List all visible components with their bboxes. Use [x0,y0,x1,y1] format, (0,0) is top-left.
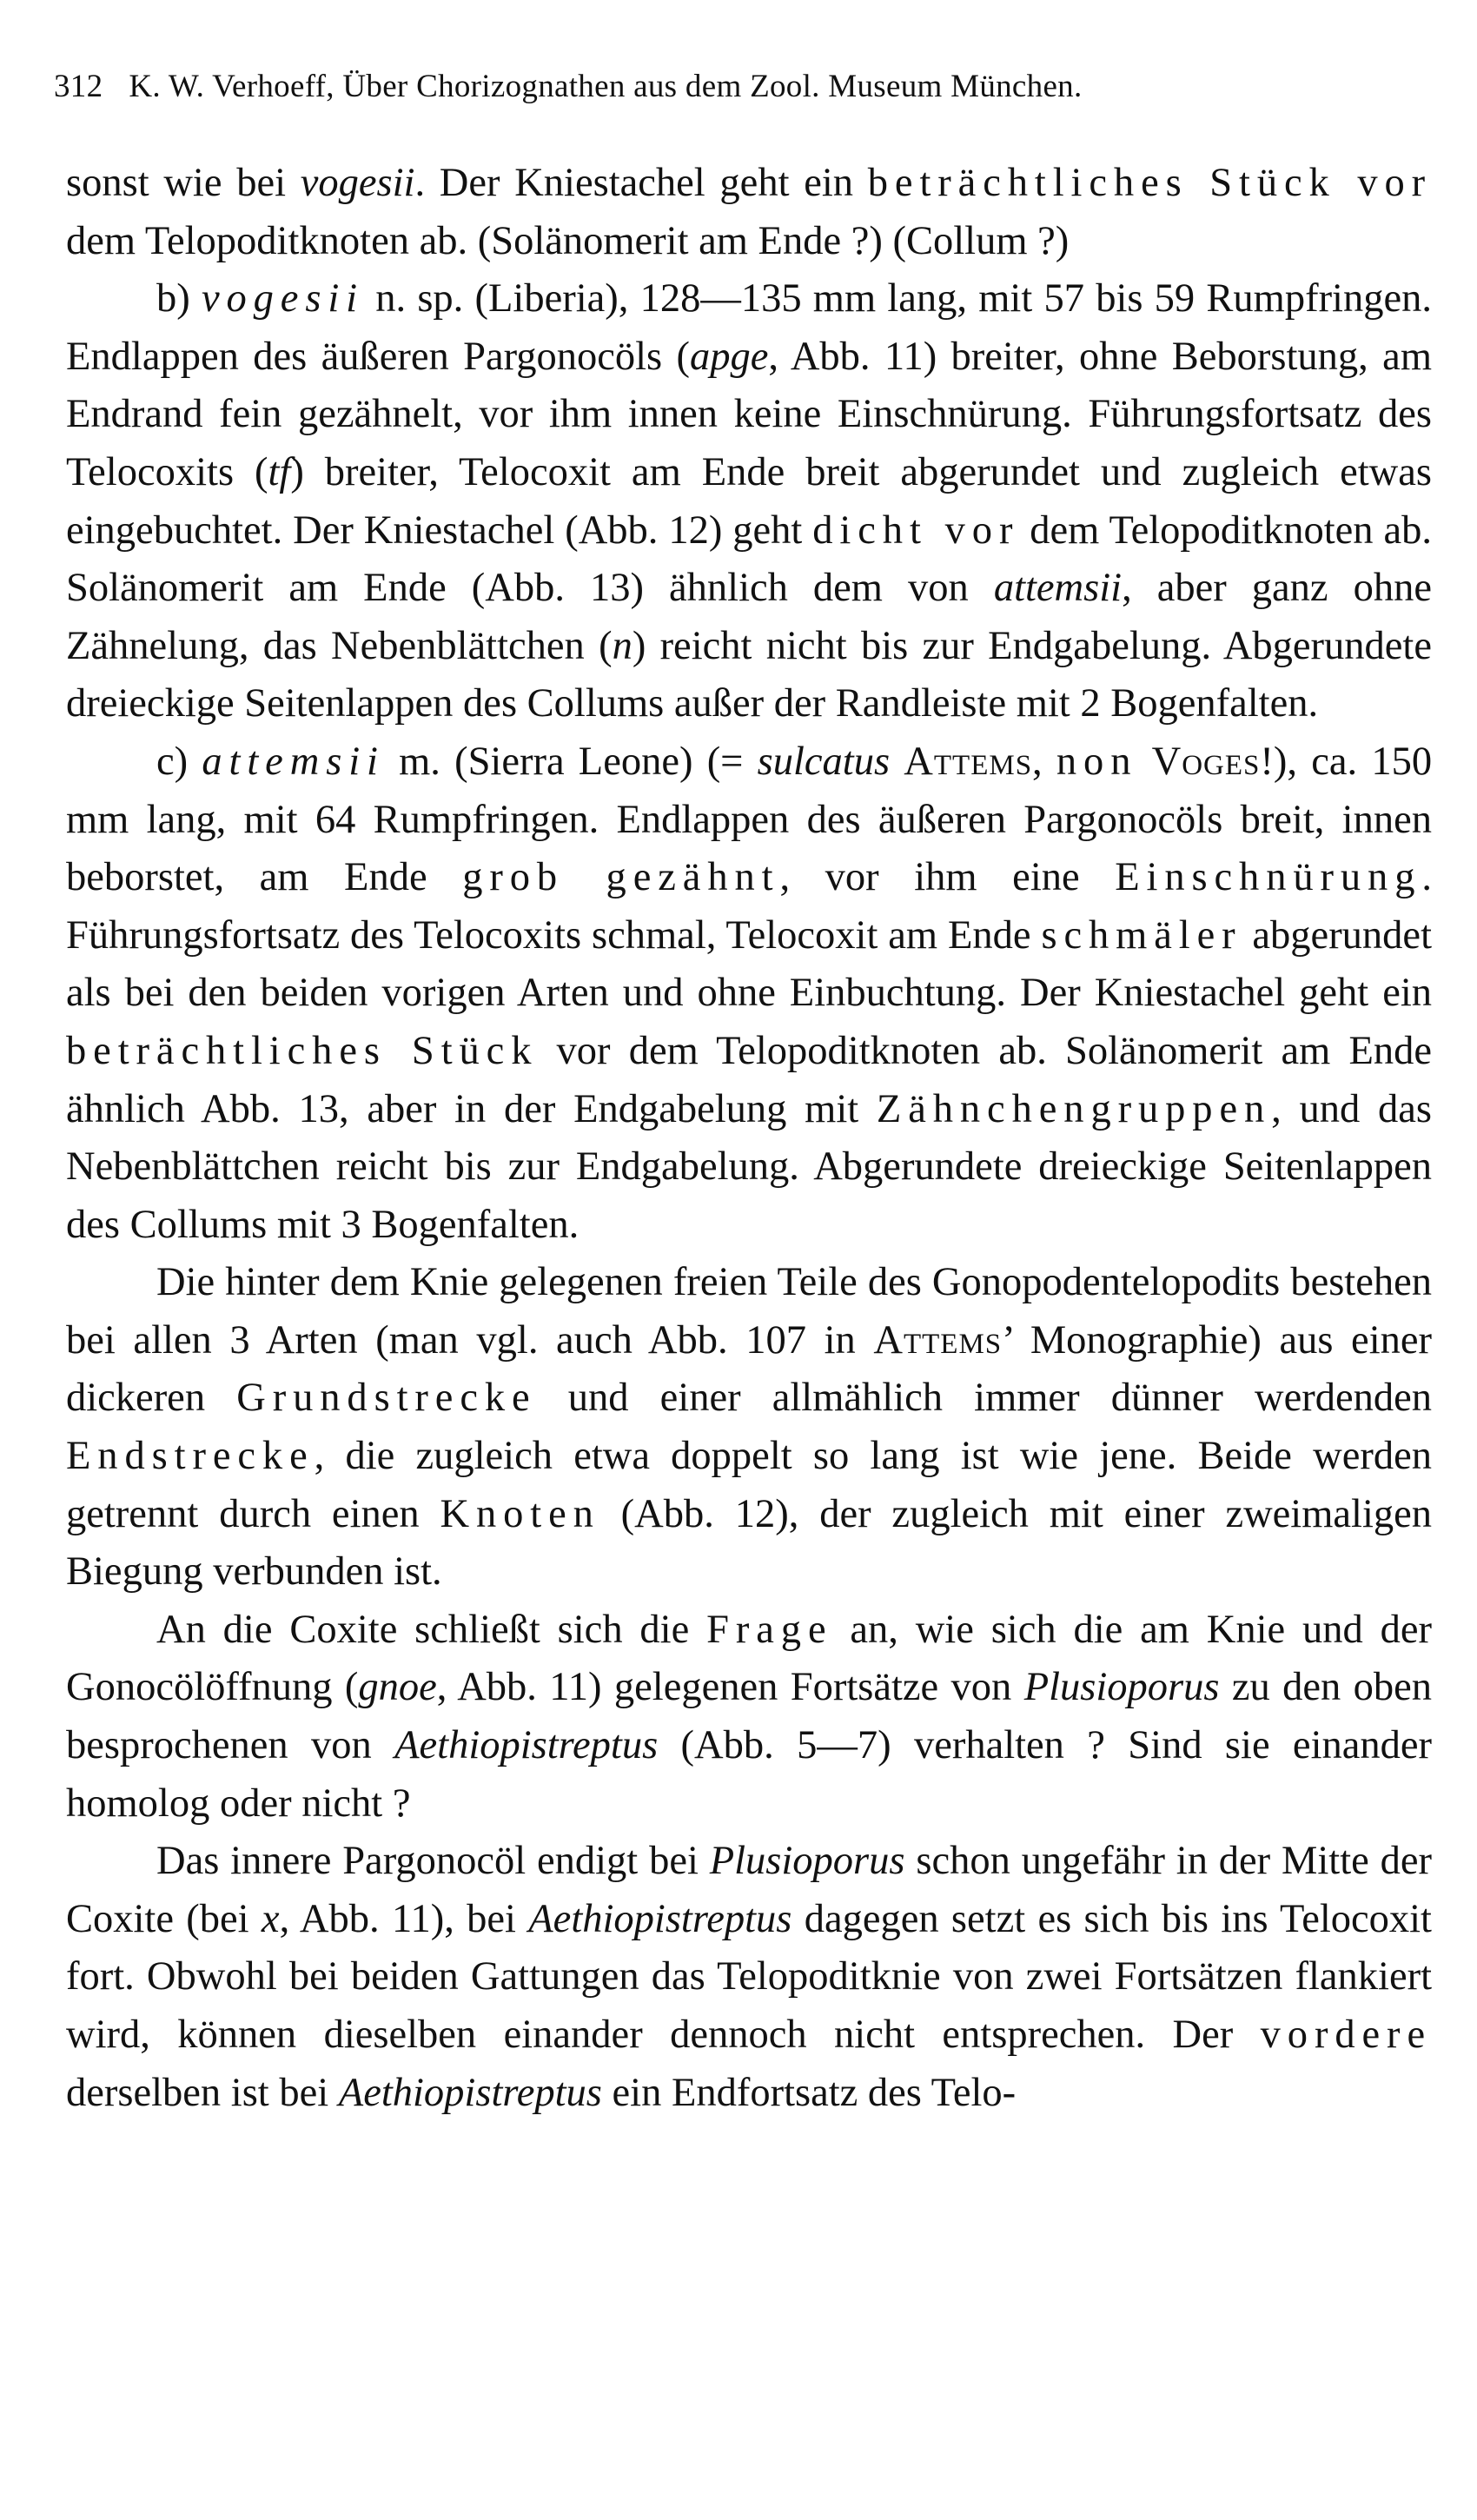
paragraph-4: Die hinter dem Knie gelegenen freien Teile des Gonopodentelopodits bestehen bei allen 3 Arten (man vgl. auch Abb. 107 in Attems’ Monographie) aus einer dickeren Grundstrecke und einer allmählich immer dünner werdenden Endstrecke, die zugleich etwa doppelt so lang ist wie jene. Beide werden getrennt durch einen Knoten (Abb. 12), der zugleich mit einer zweimaligen Biegung verbunden ist. [66,1260,1433,1595]
paragraph-3: c) attemsii m. (Sierra Leone) (= sulcatus Attems, non Voges!), ca. 150 mm lang, mit 64 Rumpfringen. Endlappen des äußeren Pargonocöls breit, innen beborstet, am Ende grob gezähnt, vor ihm eine Einschnürung. Führungsfortsatz des Telocoxits schmal, Telocoxit am Ende schmäler abgerundet als bei den beiden vorigen Arten und ohne Einbuchtung. Der Kniestachel geht ein beträchtliches Stück vor dem Telopoditknoten ab. Solänomerit am Ende ähnlich Abb. 13, aber in der Endgabelung mit Zähnchengruppen, und das Nebenblättchen reicht bis zur Endgabelung. Abgerundete dreieckige Seitenlappen des Collums mit 3 Bogenfalten. [66,739,1433,1247]
paragraph-6: Das innere Pargonocöl endigt bei Plusioporus schon ungefähr in der Mitte der Coxite (bei x, Abb. 11), bei Aethiopistreptus dagegen setzt es sich bis ins Telocoxit fort. Obwohl bei beiden Gattungen das Telopoditknie von zwei Fortsätzen flankiert wird, können dieselben einander dennoch nicht entsprechen. Der vordere derselben ist bei Aethiopistreptus ein Endfortsatz des Telo- [66,1839,1432,2115]
paragraph-1: sonst wie bei vogesii. Der Kniestachel geht ein beträchtliches Stück vor dem Telopoditknoten ab. (Solänomerit am Ende ?) (Collum ?) [66,161,1433,263]
paragraph-5: An die Coxite schließt sich die Frage an, wie sich die am Knie und der Gonocölöffnung (gnoe, Abb. 11) gelegenen Fortsätze von Plusioporus zu den oben besprochenen von Aethiopistreptus (Abb. 5—7) verhalten ? Sind sie einander homolog oder nicht ? [66,1607,1433,1826]
paragraph-2: b) vogesii n. sp. (Liberia), 128—135 mm lang, mit 57 bis 59 Rumpfringen. Endlappen des äußeren Pargonocöls (apge, Abb. 11) breiter, ohne Beborstung, am Endrand fein gezähnelt, vor ihm innen keine Einschnürung. Führungsfortsatz des Telocoxits (tf) breiter, Telocoxit am Ende breit abgerundet und zugleich etwas eingebuchtet. Der Kniestachel (Abb. 12) geht dicht vor dem Telopoditknoten ab. Solänomerit am Ende (Abb. 13) ähnlich dem von attemsii, aber ganz ohne Zähnelung, das Nebenblättchen (n) reicht nicht bis zur Endgabelung. Abgerundete dreieckige Seitenlappen des Collums außer der Randleiste mit 2 Bogenfalten. [66,276,1433,726]
page-number: 312 [54,69,103,104]
body-text [66,155,1432,2122]
running-title: K. W. Verhoeff, Über Chorizognathen aus dem Zool. Museum München. [129,69,1083,104]
running-header [54,61,1444,113]
